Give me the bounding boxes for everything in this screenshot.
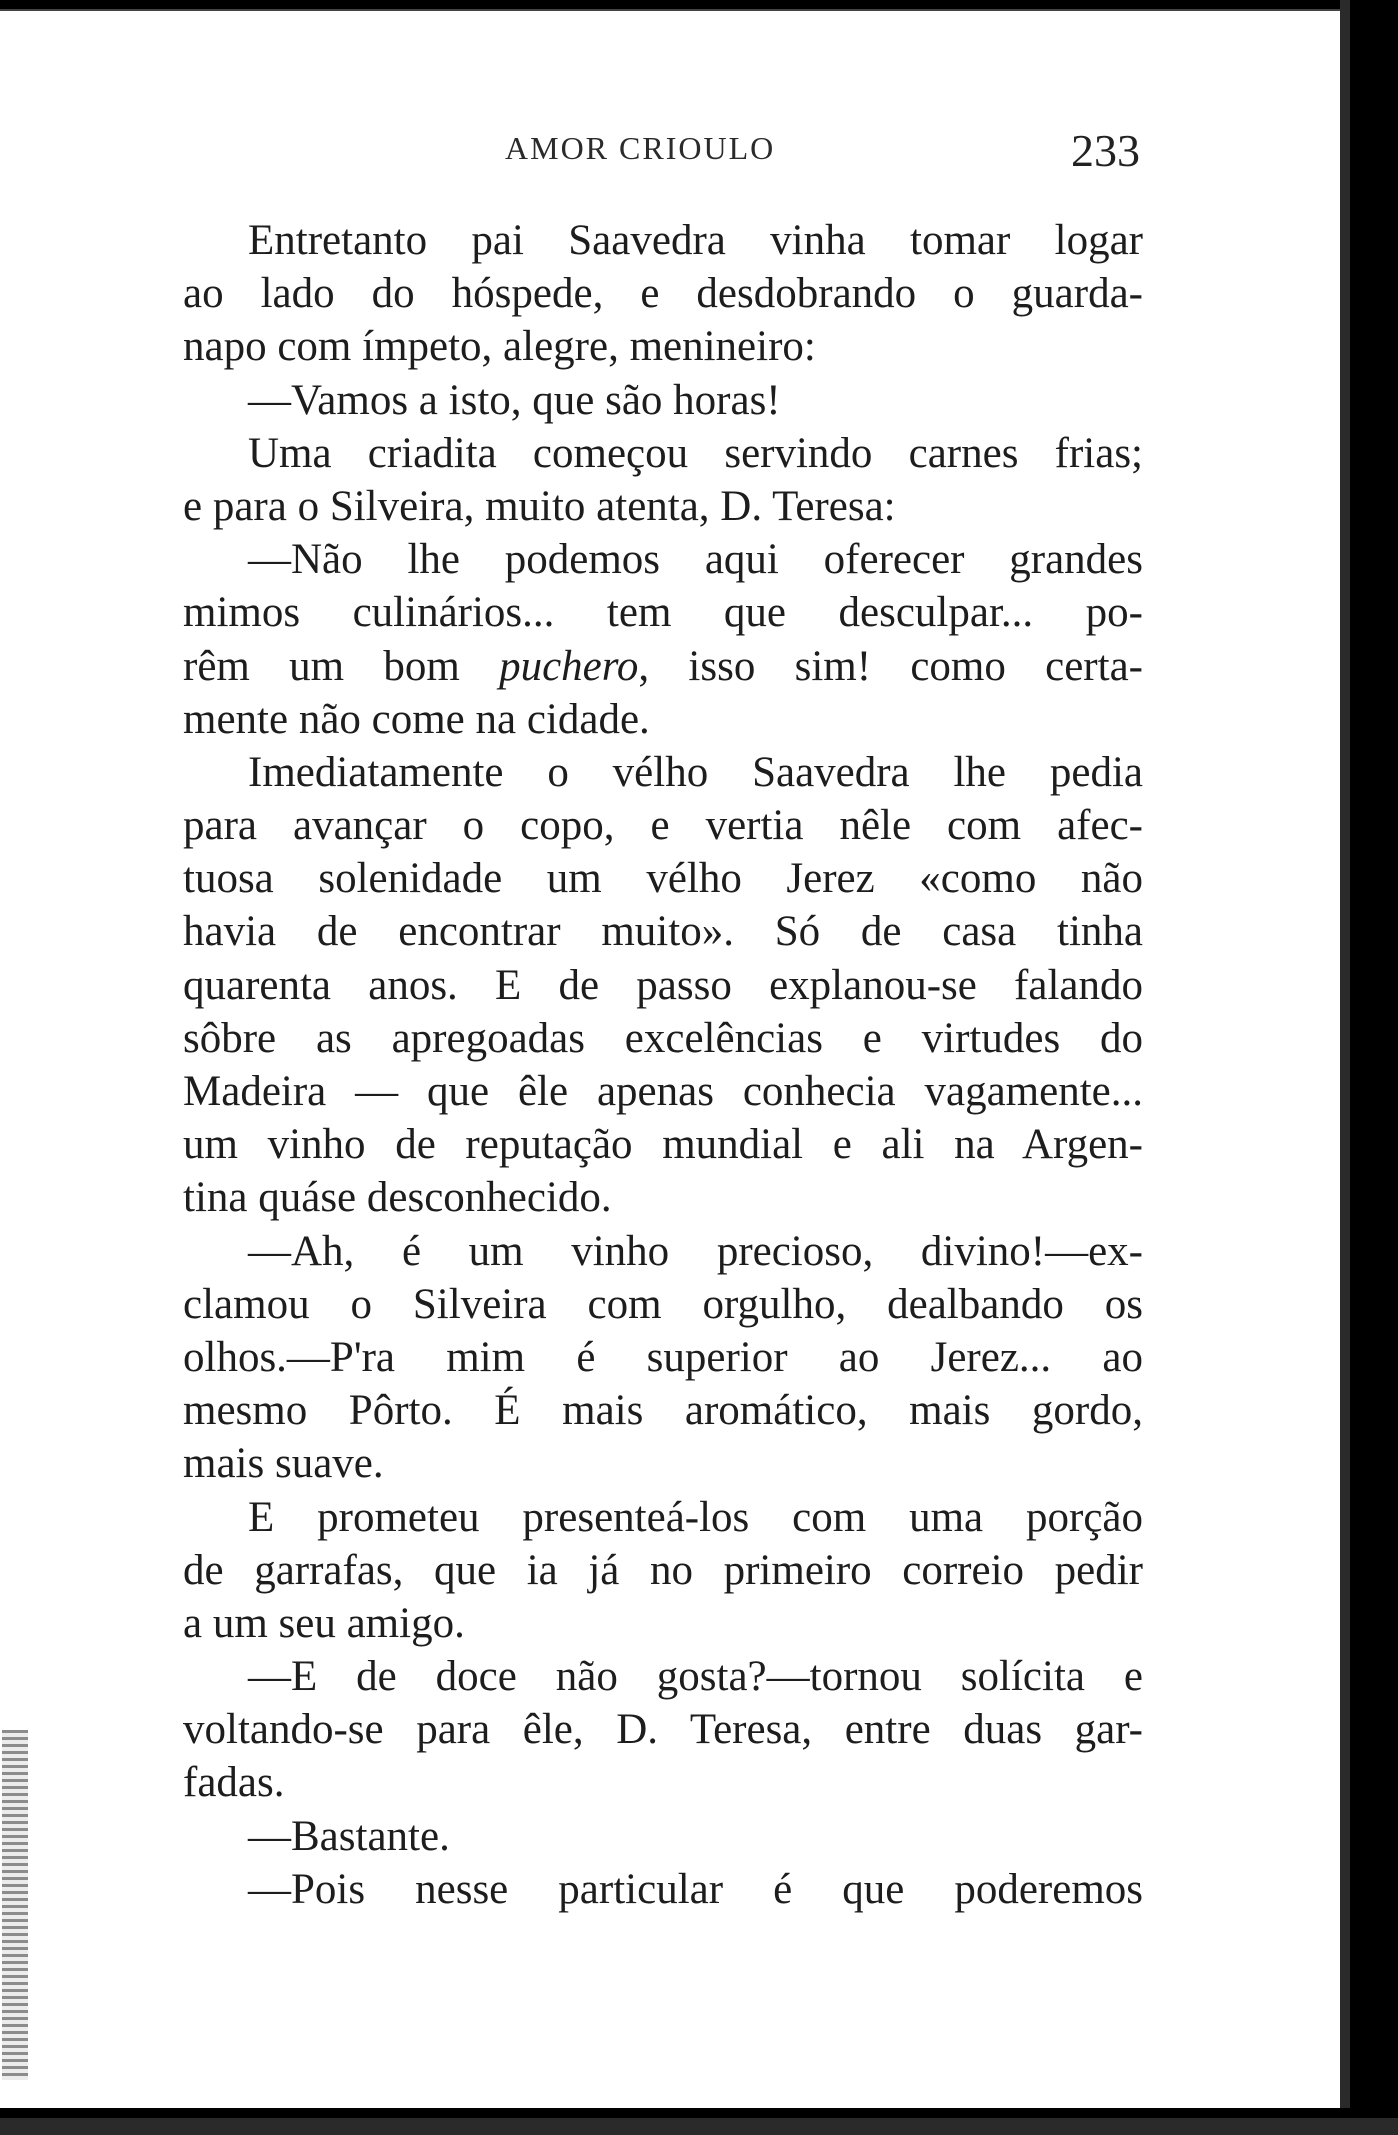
text-line: havia de encontrar muito». Só de casa tinha: [183, 908, 1143, 956]
text-line: —Pois nesse particular é que poderemos: [248, 1865, 1143, 1913]
binding-shadow: [2, 1730, 28, 2080]
text-line: Entretanto pai Saavedra vinha tomar logar: [248, 217, 1143, 264]
text-line: rêm um bom puchero, isso sim! como certa-: [183, 642, 1143, 690]
page-bottom-edge: [0, 2108, 1398, 2135]
text-line: Imediatamente o vélho Saavedra lhe pedia: [248, 748, 1143, 796]
text-line: tuosa solenidade um vélho Jerez «como não: [183, 855, 1143, 903]
page-header: [180, 124, 1140, 184]
text-line: Madeira — que êle apenas conhecia vagamente...: [183, 1068, 1143, 1115]
text-line: voltando-se para êle, D. Teresa, entre duas gar-: [183, 1706, 1143, 1754]
text-line: de garrafas, que ia já no primeiro correio pedir: [183, 1546, 1143, 1594]
text-line: mente não come na cidade.: [183, 695, 650, 743]
text-line: napo com ímpeto, alegre, menineiro:: [183, 323, 816, 371]
text-line: Uma criadita começou servindo carnes frias;: [248, 429, 1143, 477]
text-line: —Não lhe podemos aqui oferecer grandes: [248, 536, 1143, 584]
text-line: quarenta anos. E de passo explanou-se falando: [183, 961, 1143, 1009]
text-line: —Ah, é um vinho precioso, divino!—ex-: [248, 1227, 1143, 1275]
running-title: AMOR CRIOULO: [505, 130, 776, 166]
page-number: 233: [1071, 125, 1140, 176]
text-line: E prometeu presenteá-los com uma porção: [248, 1493, 1143, 1541]
text-line: e para o Silveira, muito atenta, D. Teresa:: [183, 482, 896, 530]
text-line: mesmo Pôrto. É mais aromático, mais gordo,: [183, 1387, 1143, 1435]
text-line: a um seu amigo.: [183, 1599, 465, 1647]
text-line: mimos culinários... tem que desculpar... po-: [183, 589, 1143, 637]
text-line: mais suave.: [183, 1440, 384, 1488]
text-line: —Vamos a isto, que são horas!: [248, 376, 781, 424]
text-line: —Bastante.: [248, 1812, 450, 1860]
text-line: olhos.—P'ra mim é superior ao Jerez... ao: [183, 1333, 1143, 1381]
page-top-edge: [0, 0, 1398, 14]
text-line: tina quáse desconhecido.: [183, 1174, 612, 1222]
text-line: para avançar o copo, e vertia nêle com afec-: [183, 802, 1143, 850]
body-text: [183, 214, 1143, 1916]
text-line: fadas.: [183, 1759, 285, 1807]
text-line: —E de doce não gosta?—tornou solícita e: [248, 1653, 1143, 1701]
text-line: clamou o Silveira com orgulho, dealbando os: [183, 1280, 1143, 1328]
text-line: ao lado do hóspede, e desdobrando o guarda-: [183, 270, 1143, 318]
text-line: sôbre as apregoadas excelências e virtudes do: [183, 1014, 1143, 1062]
text-line: um vinho de reputação mundial e ali na Argen-: [183, 1121, 1143, 1169]
page-right-edge: [1340, 0, 1398, 2135]
